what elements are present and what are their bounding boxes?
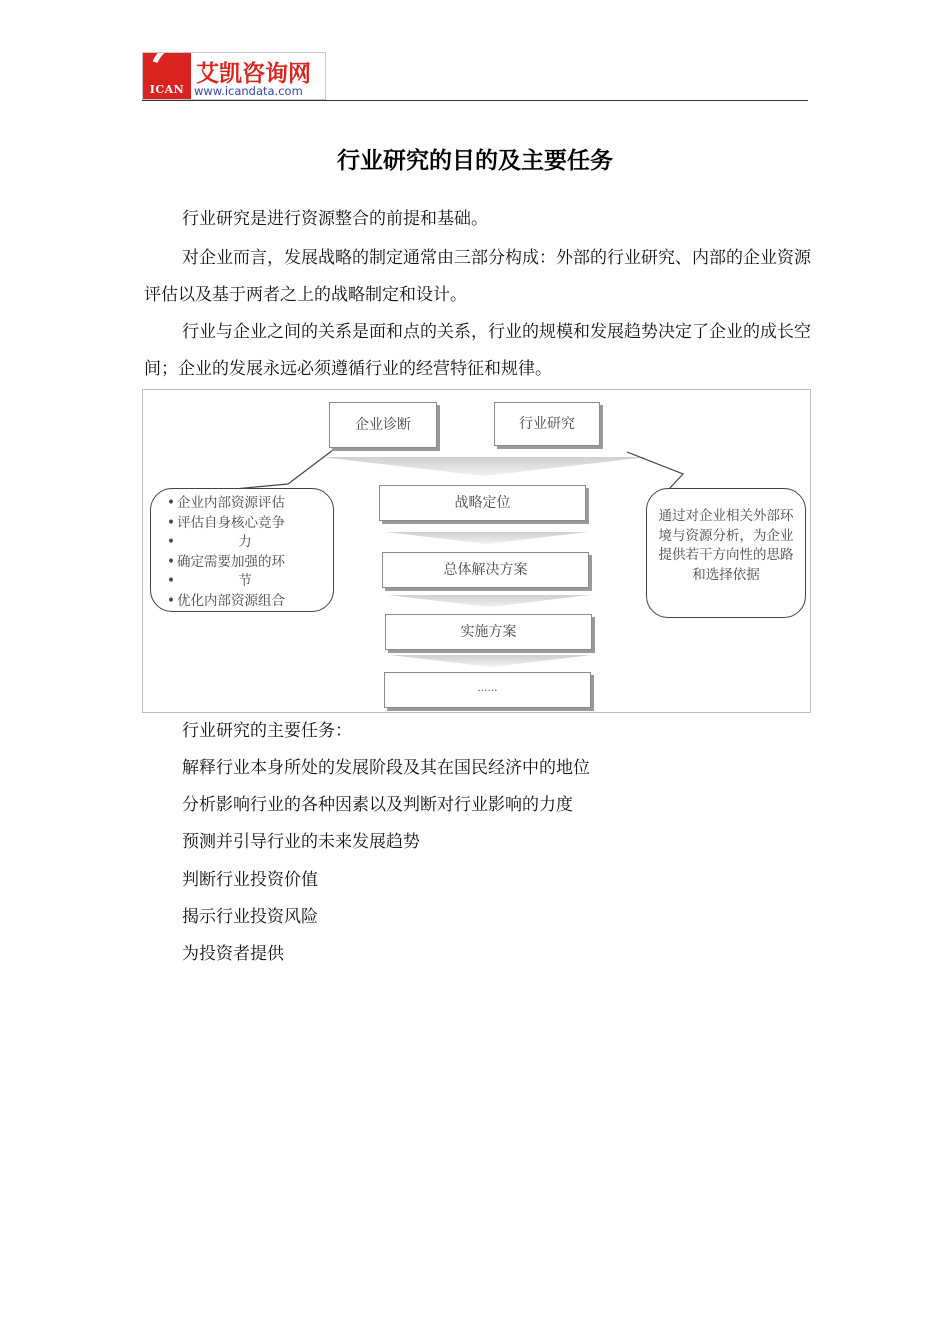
box-ellipsis: …… — [384, 672, 591, 708]
bubble-item — [177, 514, 329, 534]
bubble-item-continuation: • 节 — [177, 572, 329, 592]
header-rule — [142, 100, 808, 101]
bubble-item — [177, 592, 329, 612]
bubble-item — [177, 553, 329, 573]
box-enterprise-diagnosis: 企业诊断 — [329, 402, 437, 448]
ican-logo — [142, 52, 326, 100]
paragraph-2 — [144, 240, 814, 314]
task-item: 分析影响行业的各种因素以及判断对行业影响的力度 — [182, 795, 573, 815]
paragraph-2-text: 对企业而言，发展战略的制定通常由三部分构成：外部的行业研究、内部的企业资源评估以及基于两者之上的战略制定和设计。 — [144, 248, 811, 305]
box-implementation-plan: 实施方案 — [385, 614, 592, 650]
task-item: 判断行业投资价值 — [182, 870, 318, 890]
task-item: 预测并引导行业的未来发展趋势 — [182, 832, 420, 852]
bubble-item — [177, 494, 329, 514]
logo-name: 艾凯咨询网 — [196, 61, 311, 87]
left-callout-pointer — [223, 450, 333, 490]
page-title: 行业研究的目的及主要任务 — [337, 147, 613, 174]
bubble-item-text: 确定需要加强的环 — [177, 553, 285, 570]
left-callout-bubble — [150, 488, 334, 612]
paragraph-1-text: 行业研究是进行资源整合的前提和基础。 — [182, 209, 488, 229]
paragraph-1 — [144, 201, 814, 238]
bubble-item-text: 优化内部资源组合 — [177, 592, 285, 609]
tasks-heading: 行业研究的主要任务： — [182, 721, 352, 741]
wide-down-arrow — [321, 457, 648, 476]
bubble-item-continuation: • 力 — [177, 533, 329, 553]
down-arrow-3 — [390, 655, 592, 667]
down-arrow-1 — [386, 532, 588, 544]
bubble-item-text: 评估自身核心竞争 — [177, 514, 285, 531]
box-industry-research: 行业研究 — [494, 402, 600, 446]
logo-mark — [143, 53, 191, 99]
box-strategic-positioning: 战略定位 — [379, 485, 586, 521]
paragraph-3-text: 行业与企业之间的关系是面和点的关系，行业的规模和发展趋势决定了企业的成长空间；企业的发展永远必须遵循行业的经营特征和规律。 — [144, 322, 811, 379]
logo-abbr: ICAN — [149, 83, 185, 96]
box-overall-solution: 总体解决方案 — [382, 552, 589, 588]
logo-url: www.icandata.com — [194, 84, 303, 98]
task-item: 揭示行业投资风险 — [182, 907, 318, 927]
paragraph-3 — [144, 314, 814, 388]
down-arrow-2 — [388, 595, 590, 607]
bubble-item-text: 企业内部资源评估 — [177, 495, 285, 511]
strategy-diagram — [142, 389, 811, 713]
right-callout-bubble: 通过对企业相关外部环境与资源分析，为企业提供若干方向性的思路和选择依据 — [646, 488, 806, 618]
task-item: 为投资者提供 — [182, 944, 284, 964]
task-item: 解释行业本身所处的发展阶段及其在国民经济中的地位 — [182, 758, 590, 778]
